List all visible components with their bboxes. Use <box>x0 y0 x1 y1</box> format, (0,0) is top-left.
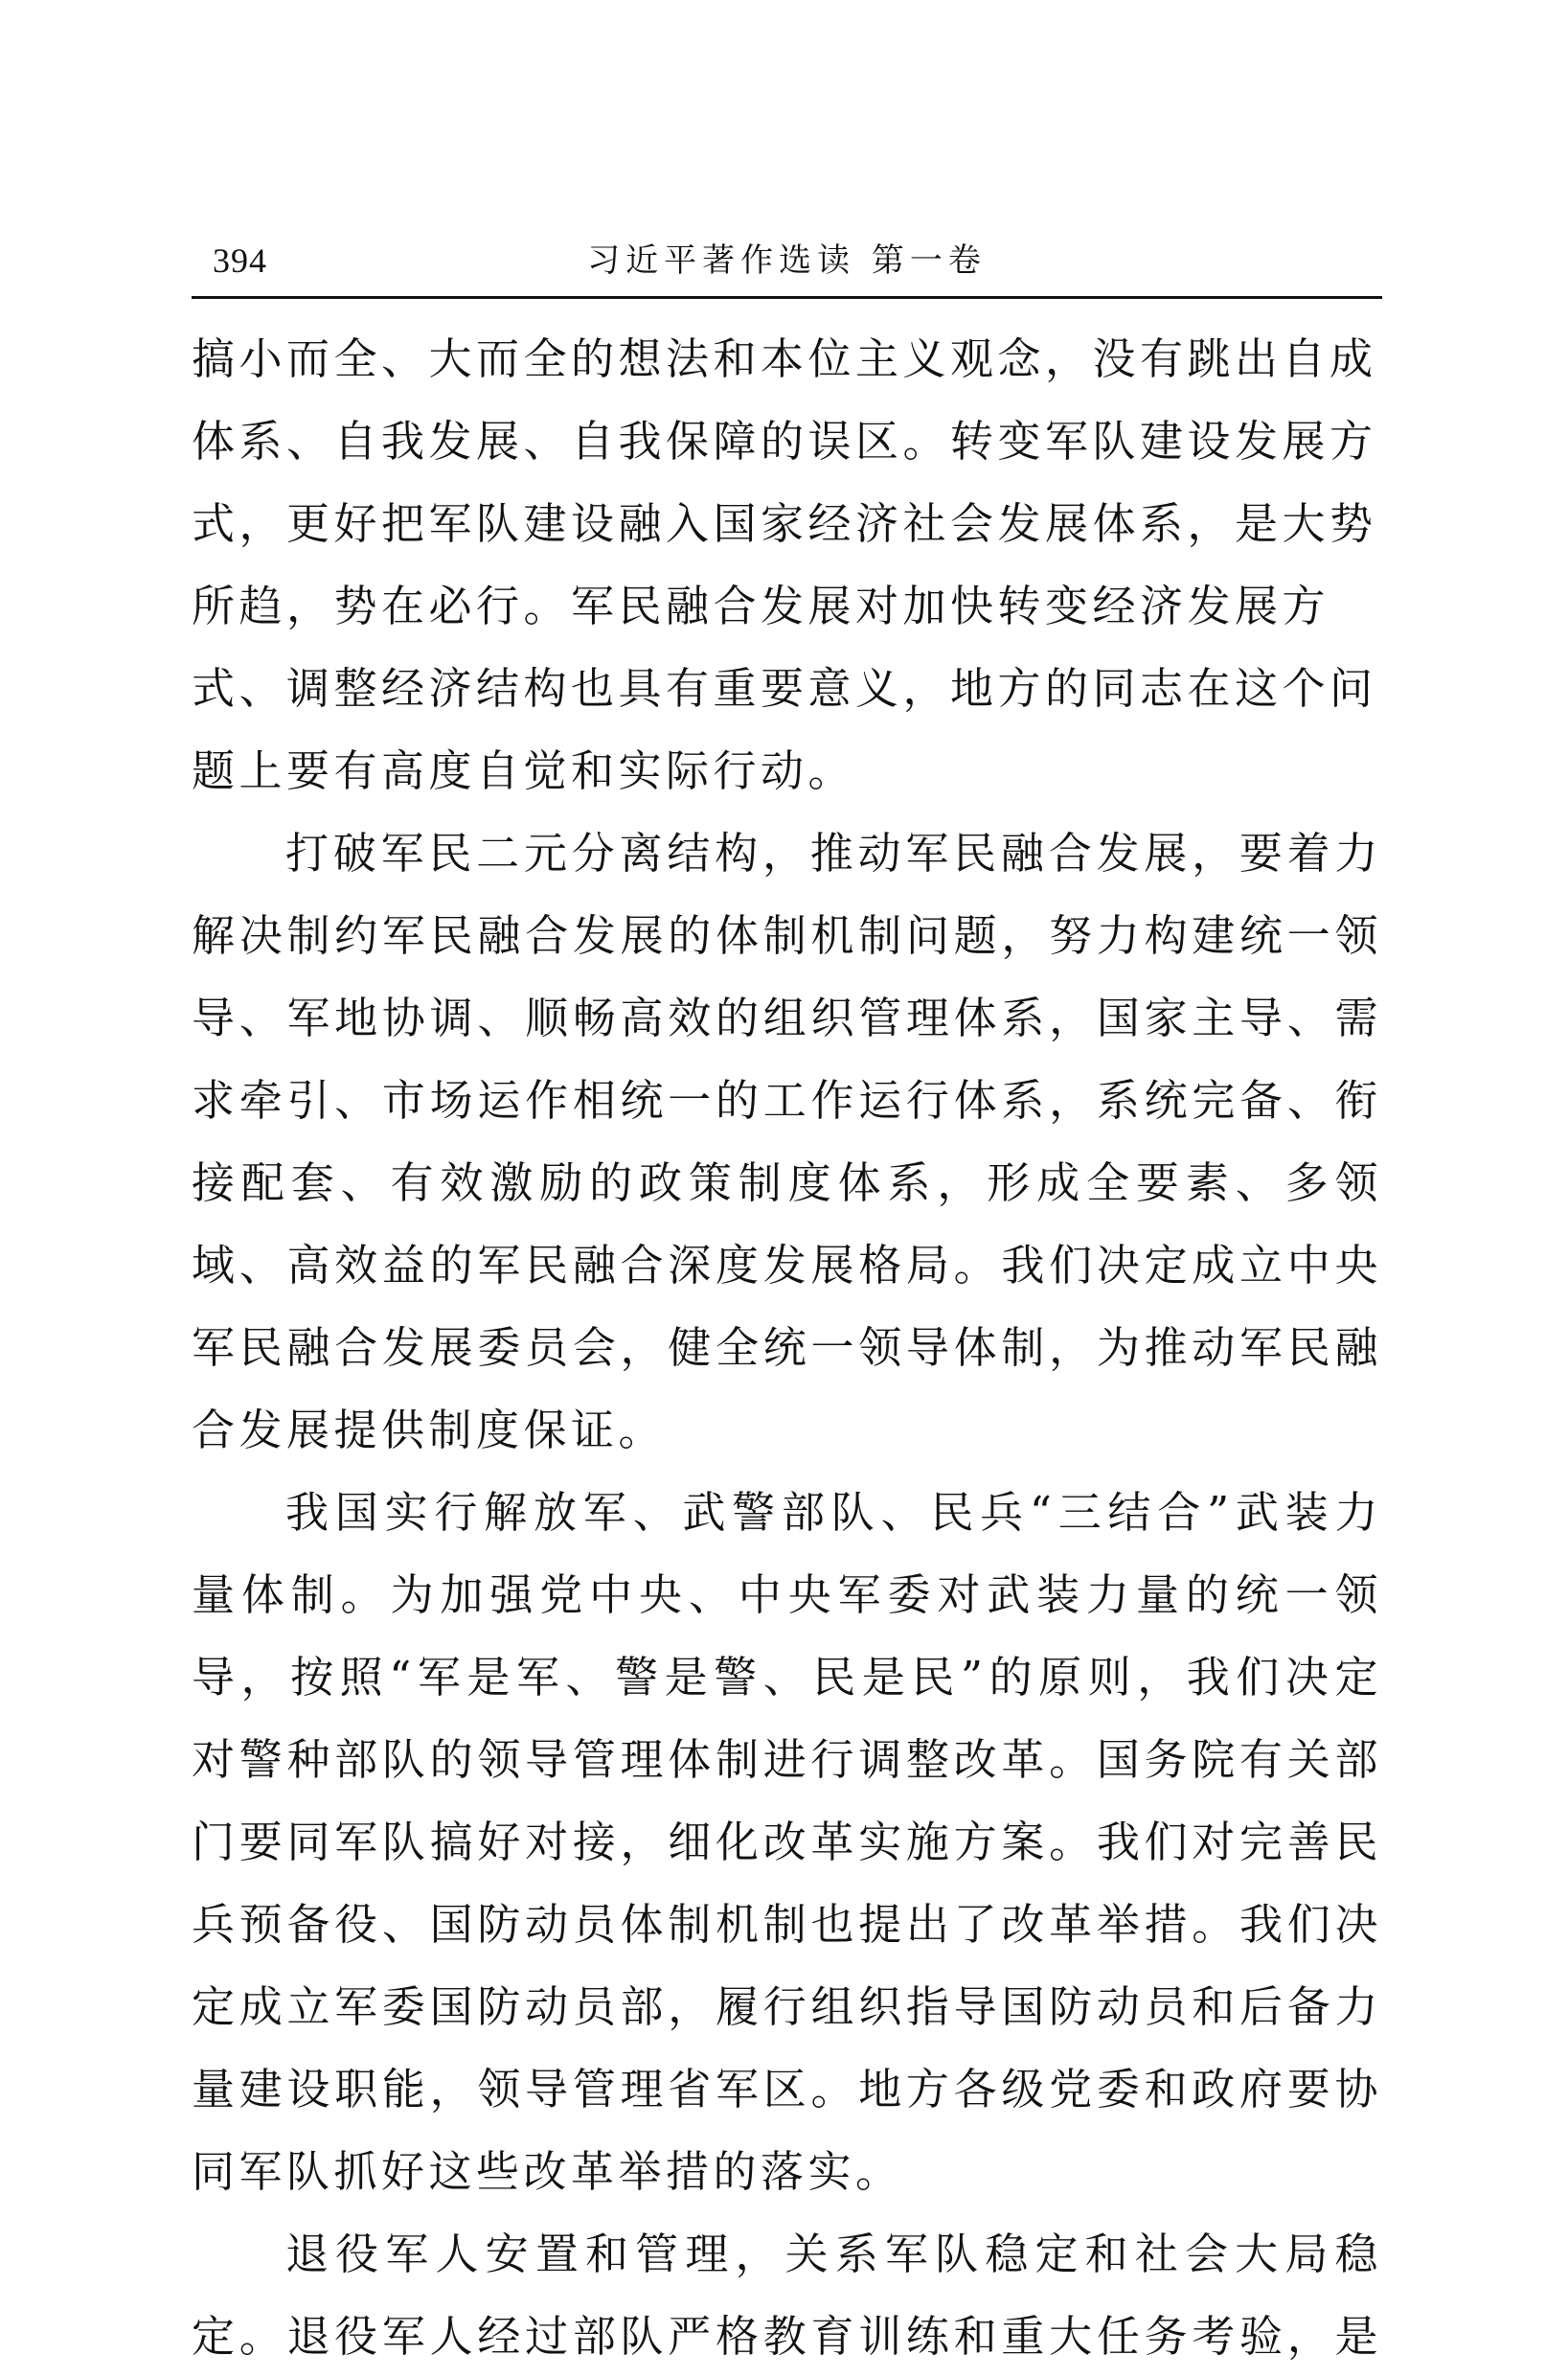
text-line: 导，按照“军是军、警是警、民是民”的原则，我们决定 <box>192 1652 1382 1703</box>
text-line: 同军队抓好这些改革举措的落实。 <box>192 2146 903 2197</box>
page-number: 394 <box>213 241 267 280</box>
text-line: 军民融合发展委员会，健全统一领导体制，为推动军民融 <box>192 1322 1382 1373</box>
text-line: 合发展提供制度保证。 <box>192 1405 667 1455</box>
text-line: 接配套、有效激励的政策制度体系，形成全要素、多领 <box>192 1157 1382 1208</box>
paragraph-1 <box>192 318 1382 812</box>
text-line: 量体制。为加强党中央、中央军委对武装力量的统一领 <box>192 1569 1382 1620</box>
text-line: 对警种部队的领导管理体制进行调整改革。国务院有关部 <box>192 1734 1382 1785</box>
text-line: 打破军民二元分离结构，推动军民融合发展，要着力 <box>285 828 1382 879</box>
text-line: 式，更好把军队建设融入国家经济社会发展体系，是大势 <box>192 498 1377 549</box>
text-line: 兵预备役、国防动员体制机制也提出了改革举措。我们决 <box>192 1899 1382 1950</box>
text-line: 门要同军队搞好对接，细化改革实施方案。我们对完善民 <box>192 1817 1382 1867</box>
text-line: 定。退役军人经过部队严格教育训练和重大任务考验，是 <box>192 2311 1382 2362</box>
text-line: 退役军人安置和管理，关系军队稳定和社会大局稳 <box>285 2229 1382 2279</box>
text-line: 导、军地协调、顺畅高效的组织管理体系，国家主导、需 <box>192 993 1382 1043</box>
paragraph-3 <box>192 1472 1382 2213</box>
page-header <box>192 240 1382 293</box>
text-line: 求牵引、市场运作相统一的工作运行体系，系统完备、衔 <box>192 1075 1382 1126</box>
body-text <box>192 318 1382 2378</box>
text-line: 搞小而全、大而全的想法和本位主义观念，没有跳出自成 <box>192 333 1377 384</box>
paragraph-4 <box>192 2213 1382 2378</box>
text-line: 域、高效益的军民融合深度发展格局。我们决定成立中央 <box>192 1240 1382 1291</box>
header-rule <box>192 296 1382 299</box>
text-line: 量建设职能，领导管理省军区。地方各级党委和政府要协 <box>192 2064 1382 2115</box>
running-title: 习近平著作选读 第一卷 <box>587 241 987 280</box>
text-line: 体系、自我发展、自我保障的误区。转变军队建设发展方 <box>192 416 1377 467</box>
text-line: 题上要有高度自觉和实际行动。 <box>192 745 856 796</box>
text-line: 我国实行解放军、武警部队、民兵“三结合”武装力 <box>285 1487 1382 1538</box>
paragraph-2 <box>192 812 1382 1472</box>
text-line: 解决制约军民融合发展的体制机制问题，努力构建统一领 <box>192 910 1382 961</box>
text-line: 所趋，势在必行。军民融合发展对加快转变经济发展方 <box>192 581 1330 631</box>
text-line: 定成立军委国防动员部，履行组织指导国防动员和后备力 <box>192 1981 1382 2032</box>
text-line: 式、调整经济结构也具有重要意义，地方的同志在这个问 <box>192 663 1377 714</box>
